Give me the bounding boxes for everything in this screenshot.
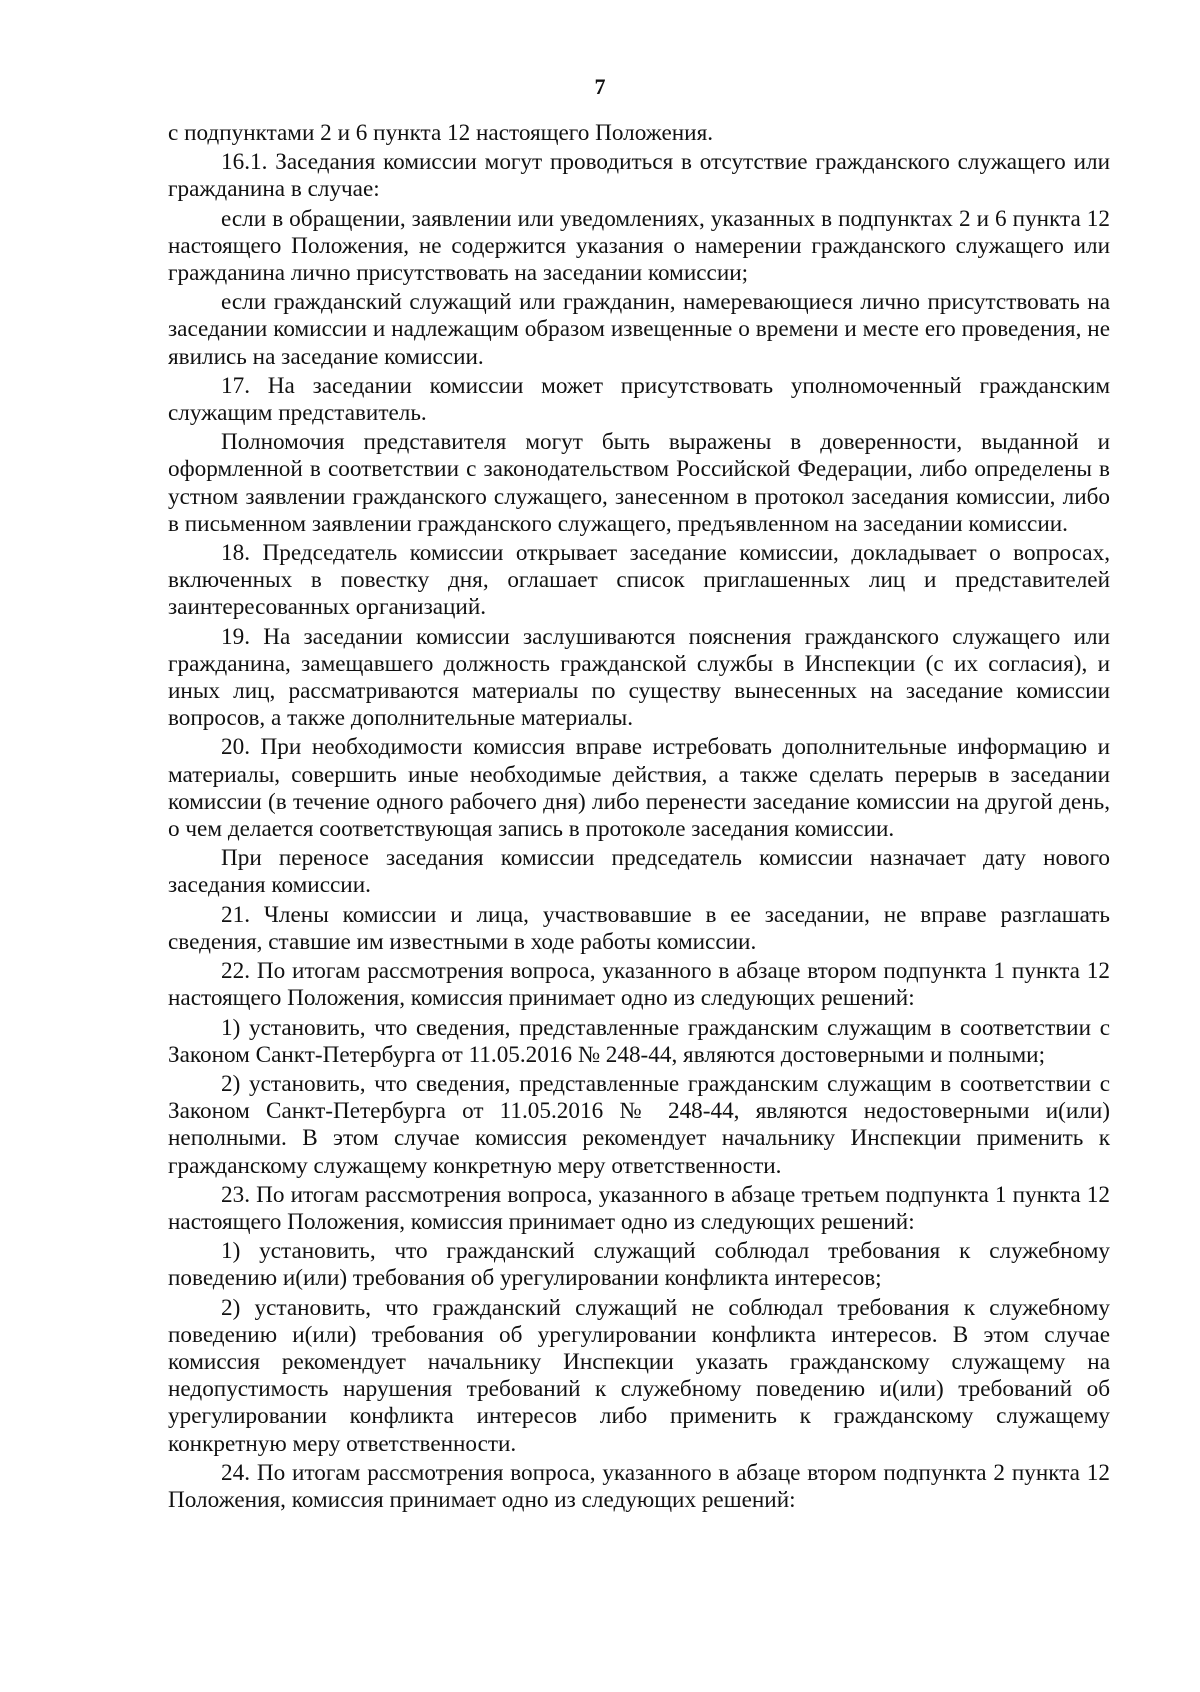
paragraph-24: 24. По итогам рассмотрения вопроса, указанного в абзаце втором подпункта 2 пункта 12 Положения, комиссия принимает одно из следующих решений: [168,1459,1110,1513]
paragraph-17: 17. На заседании комиссии может присутствовать уполномоченный гражданским служащим представитель. [168,372,1110,427]
paragraph-16-1-case-2: если гражданский служащий или гражданин, намеревающиеся лично присутствовать на заседании комиссии и надлежащим образом извещенные о времени и месте его проведения, не явились на заседание комиссии. [168,289,1110,370]
paragraph-20: 20. При необходимости комиссия вправе истребовать дополнительные информацию и материалы, совершить иные необходимые действия, а также сделать перерыв в заседании комиссии (в течение одного рабочего дня) либо перенести заседание комиссии на другой день, о чем делается соответствующая запись в протоколе заседания комиссии. [168,734,1110,843]
paragraph-20-postponement: При переносе заседания комиссии председатель комиссии назначает дату нового заседания комиссии. [168,845,1110,899]
paragraph-22: 22. По итогам рассмотрения вопроса, указанного в абзаце втором подпункта 1 пункта 12 настоящего Положения, комиссия принимает одно из следующих решений: [168,958,1110,1012]
paragraph-23: 23. По итогам рассмотрения вопроса, указанного в абзаце третьем подпункта 1 пункта 12 настоящего Положения, комиссия принимает одно из следующих решений: [168,1181,1110,1235]
paragraph-17-representative-powers: Полномочия представителя могут быть выражены в доверенности, выданной и оформленной в соответствии с законодательством Российской Федерации, либо определены в устном заявлении гражданского служащего, занесенном в протокол заседания комиссии, либо в письменном заявлении гражданского служащего, предъявленном на заседании комиссии. [168,429,1110,537]
paragraph-18: 18. Председатель комиссии открывает заседание комиссии, докладывает о вопросах, включенных в повестку дня, оглашает список приглашенных лиц и представителей заинтересованных организаций. [168,540,1110,621]
paragraph-22-decision-2: 2) установить, что сведения, представленные гражданским служащим в соответствии с Законом Санкт-Петербурга от 11.05.2016 № 248-44, являются недостоверными и(или) неполными. В этом случае комиссия рекомендует начальнику Инспекции применить к гражданскому служащему конкретную меру ответственности. [168,1070,1110,1179]
paragraph-23-decision-1: 1) установить, что гражданский служащий соблюдал требования к служебному поведению и(или) требования об урегулировании конфликта интересов; [168,1238,1110,1292]
paragraph-22-decision-1: 1) установить, что сведения, представленные гражданским служащим в соответствии с Законом Санкт-Петербурга от 11.05.2016 № 248-44, являются достоверными и полными; [168,1014,1110,1068]
paragraph-19: 19. На заседании комиссии заслушиваются пояснения гражданского служащего или гражданина, замещавшего должность гражданской службы в Инспекции (с их согласия), и иных лиц, рассматриваются материалы по существу вынесенных на заседание комиссии вопросов, а также дополнительные материалы. [168,623,1110,732]
paragraph-continuation: с подпунктами 2 и 6 пункта 12 настоящего Положения. [168,120,714,146]
paragraph-16-1: 16.1. Заседания комиссии могут проводиться в отсутствие гражданского служащего или гражданина в случае: [168,149,1110,203]
page-number: 7 [594,74,606,99]
paragraph-23-decision-2: 2) установить, что гражданский служащий не соблюдал требования к служебному поведению и(или) требования об урегулировании конфликта интересов. В этом случае комиссия рекомендует начальнику Инспекции указать гражданскому служащему на недопустимость нарушения требований к служебному поведению и(или) требований об урегулировании конфликта интересов либо применить к гражданскому служащему конкретную меру ответственности. [168,1294,1110,1457]
paragraph-16-1-case-1: если в обращении, заявлении или уведомлениях, указанных в подпунктах 2 и 6 пункта 12 настоящего Положения, не содержится указания о намерении гражданского служащего или гражданина лично присутствовать на заседании комиссии; [168,205,1110,287]
document-body [168,120,1110,1514]
paragraph-21: 21. Члены комиссии и лица, участвовавшие в ее заседании, не вправе разглашать сведения, ставшие им известными в ходе работы комиссии. [168,901,1110,955]
